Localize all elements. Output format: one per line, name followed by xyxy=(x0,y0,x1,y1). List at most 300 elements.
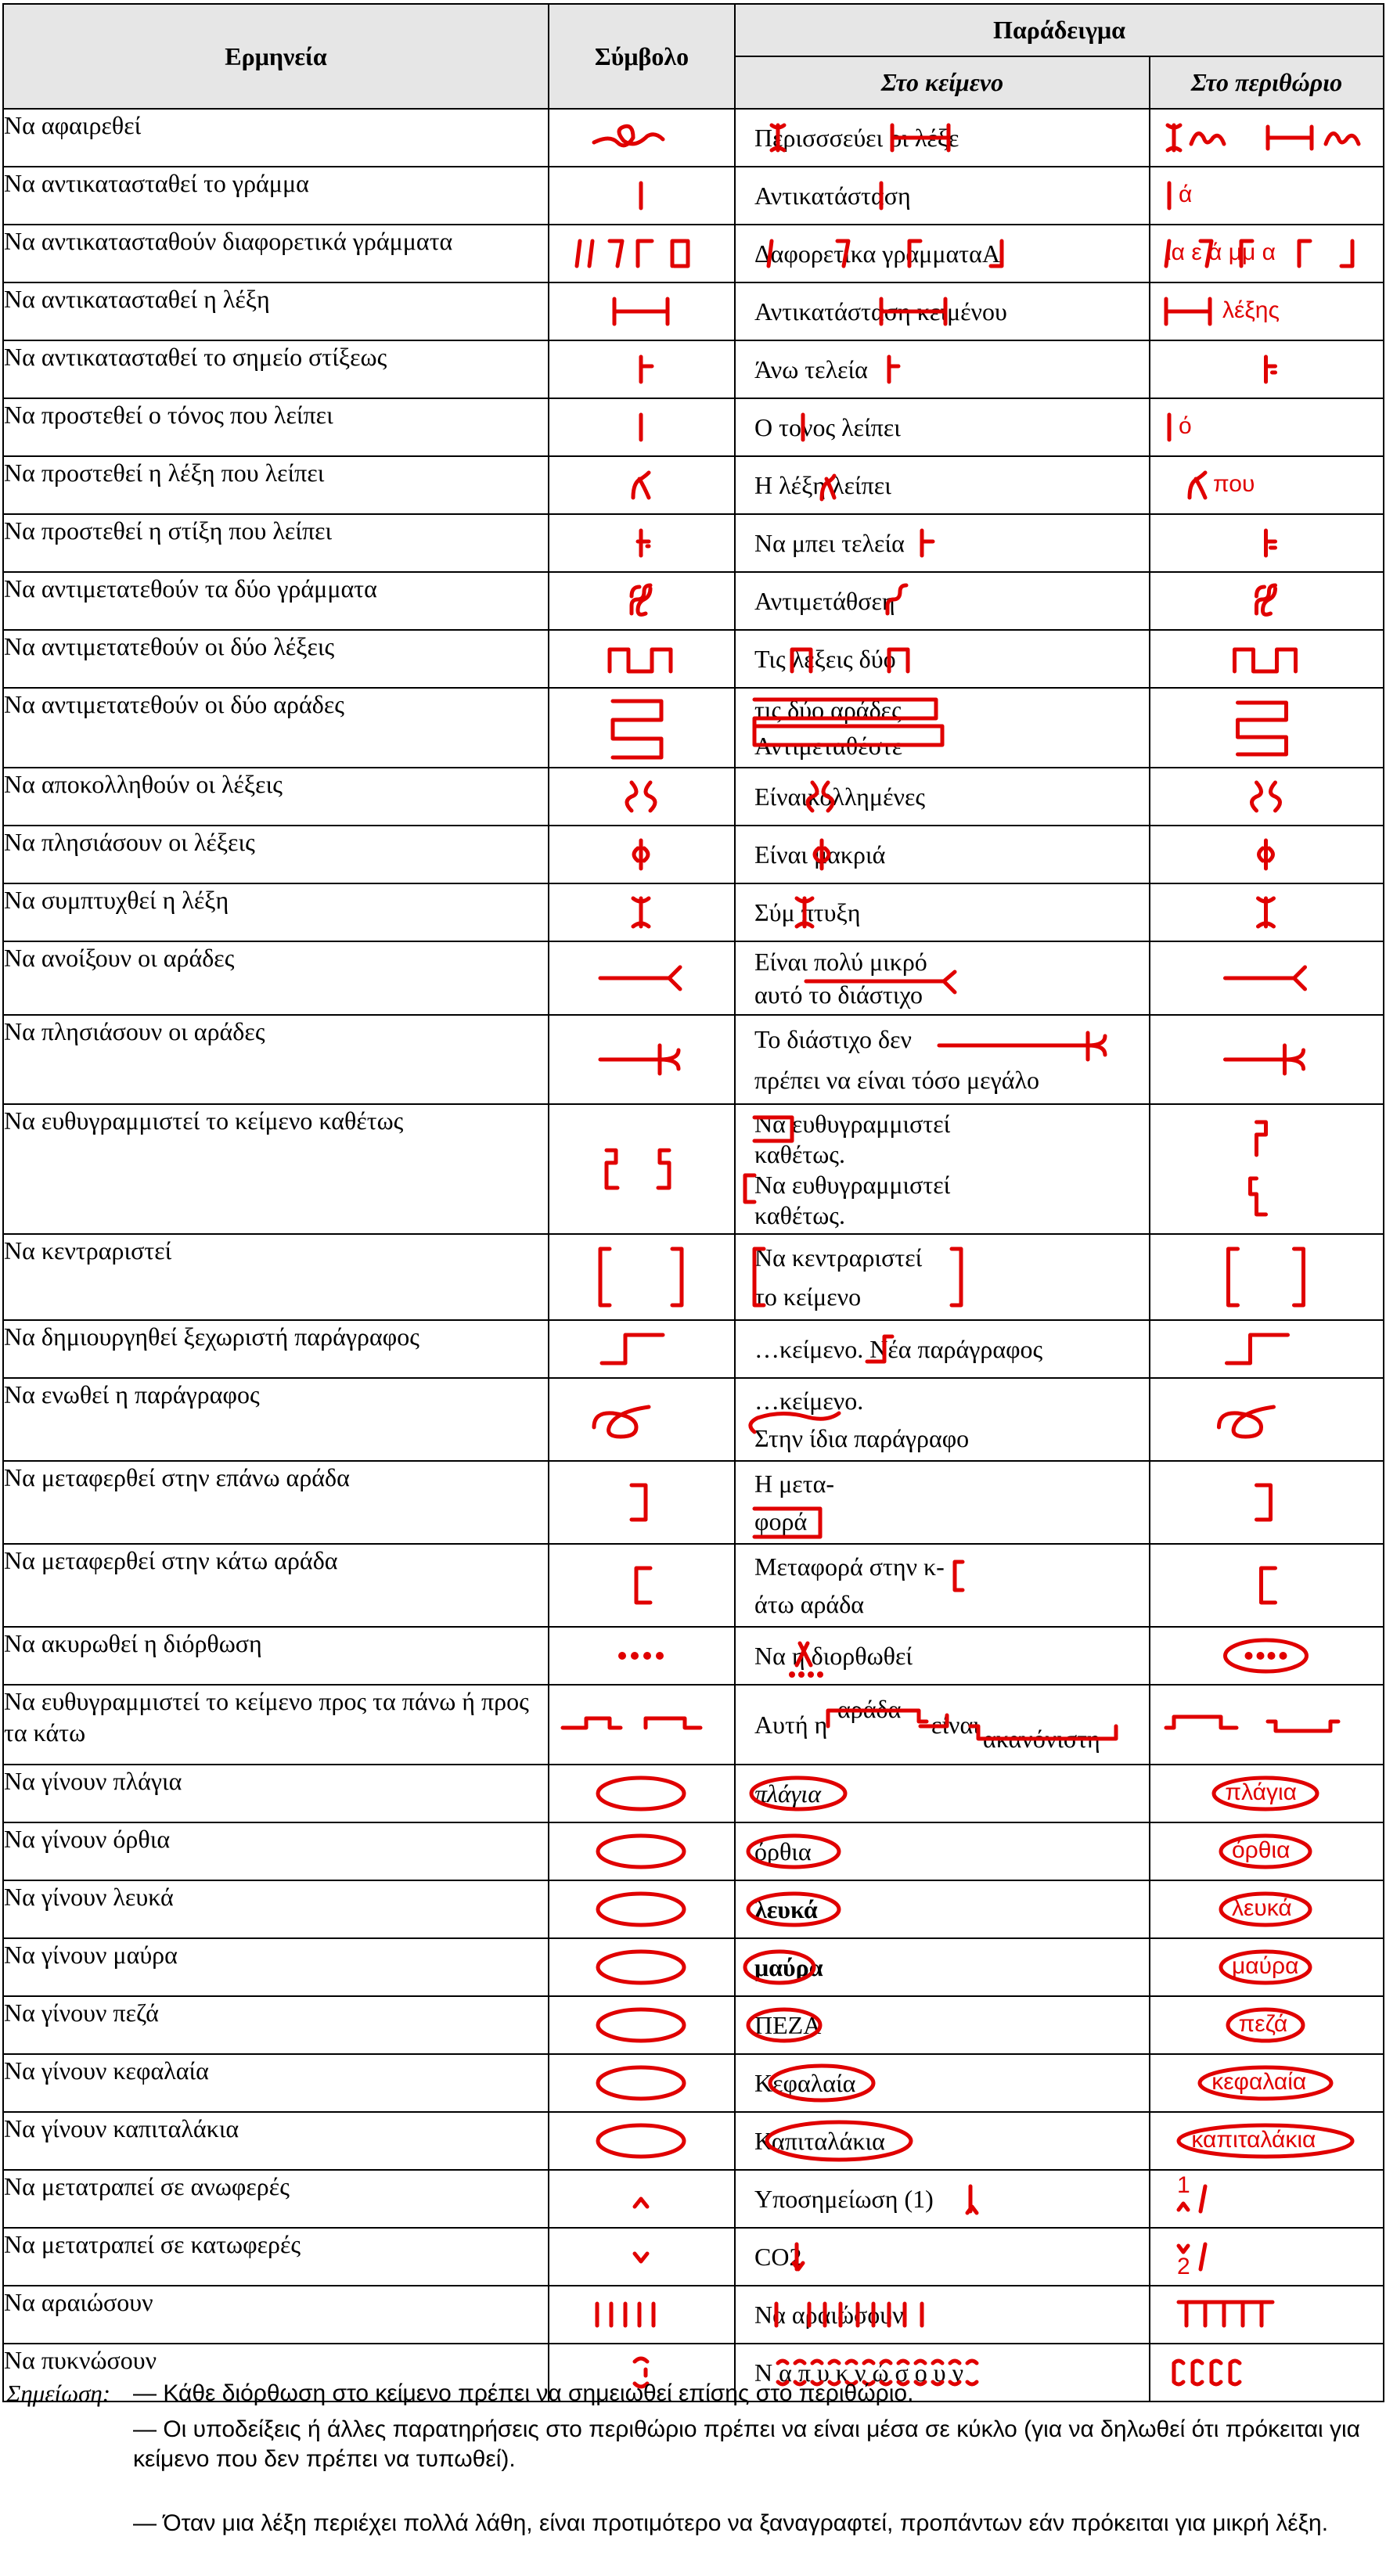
proof-symbol-mark xyxy=(549,1881,733,1937)
text-line: CO2 xyxy=(754,2243,802,2271)
text-correction-mark xyxy=(736,167,1147,224)
margin-example-cell xyxy=(1150,225,1384,282)
margin-correction-mark xyxy=(1150,1545,1381,1626)
text-example-cell xyxy=(735,1544,1150,1627)
margin-correction-mark xyxy=(1150,1686,1381,1764)
table-row xyxy=(3,1685,1384,1765)
margin-correction-mark xyxy=(1150,457,1381,513)
meaning-cell: Να προστεθεί η λέξη που λείπει xyxy=(3,456,549,514)
text-line: αυτό το διάστιχο xyxy=(754,980,923,1009)
margin-correction-mark xyxy=(1150,1462,1381,1543)
symbol-cell xyxy=(549,1320,735,1378)
proof-symbol-mark xyxy=(549,2055,733,2111)
proof-symbol-mark xyxy=(549,1379,733,1460)
symbol-cell xyxy=(549,2054,735,2112)
proof-symbol-mark xyxy=(549,167,733,224)
meaning-cell: Να δημιουργηθεί ξεχωριστή παράγραφος xyxy=(3,1320,549,1378)
margin-text: ά xyxy=(1179,182,1193,207)
symbol-cell xyxy=(549,1765,735,1822)
text-line: Άνω τελεία xyxy=(754,355,868,383)
margin-correction-mark xyxy=(1150,1628,1381,1684)
table-row xyxy=(3,2170,1384,2228)
margin-text: κεφαλαία xyxy=(1211,2069,1307,2095)
text-example-cell xyxy=(735,1234,1150,1320)
text-line: καθέτως. xyxy=(754,1200,845,1229)
text-line: Να κεντραριστεί xyxy=(754,1243,923,1272)
table-row xyxy=(3,109,1384,167)
text-line: ακανόνιστη xyxy=(983,1725,1100,1753)
table-row xyxy=(3,883,1384,941)
text-line: όρθια xyxy=(754,1837,812,1865)
symbol-cell xyxy=(549,2112,735,2170)
text-correction-mark xyxy=(736,768,1147,825)
text-correction-mark xyxy=(736,1235,1147,1319)
table-row xyxy=(3,768,1384,826)
text-line: Στην ίδια παράγραφο xyxy=(754,1424,970,1452)
text-correction-mark xyxy=(736,573,1147,629)
meaning-cell: Να αντικατασταθεί το σημείο στίξεως xyxy=(3,340,549,398)
proof-symbol-mark xyxy=(549,225,733,282)
text-example-cell xyxy=(735,688,1150,768)
text-line: Αντικατάσταση xyxy=(754,182,911,210)
margin-correction-mark xyxy=(1150,573,1381,629)
meaning-cell: Να γίνουν πεζά xyxy=(3,1996,549,2054)
symbol-cell xyxy=(549,1015,735,1104)
proof-symbol-mark xyxy=(549,1823,733,1880)
text-line: Το διάστιχο δεν xyxy=(754,1025,912,1053)
symbol-cell xyxy=(549,883,735,941)
text-line: Η λέξη λείπει xyxy=(754,471,891,499)
meaning-cell: Να γίνουν λευκά xyxy=(3,1880,549,1938)
margin-correction-mark xyxy=(1150,1016,1381,1103)
table-row xyxy=(3,1015,1384,1104)
margin-example-cell xyxy=(1150,398,1384,456)
meaning-cell: Να μεταφερθεί στην κάτω αράδα xyxy=(3,1544,549,1627)
table-row xyxy=(3,1880,1384,1938)
margin-correction-mark xyxy=(1150,341,1381,398)
text-correction-mark xyxy=(736,2055,1147,2111)
text-correction-mark xyxy=(736,2229,1147,2285)
text-line: Να μπει τελεία xyxy=(754,529,905,557)
table-row xyxy=(3,630,1384,688)
margin-example-cell xyxy=(1150,2286,1384,2344)
margin-text: όρθια xyxy=(1232,1837,1291,1863)
meaning-cell: Να μετατραπεί σε ανωφερές xyxy=(3,2170,549,2228)
text-line: είναι xyxy=(931,1711,980,1739)
text-example-cell xyxy=(735,630,1150,688)
proof-symbol-mark xyxy=(549,2113,733,2169)
margin-example-cell xyxy=(1150,572,1384,630)
text-line: Περισσσεύει οι λέξε xyxy=(754,124,959,152)
margin-example-cell xyxy=(1150,630,1384,688)
table-row xyxy=(3,2228,1384,2286)
meaning-cell: Να συμπτυχθεί η λέξη xyxy=(3,883,549,941)
proof-symbol-mark xyxy=(549,1939,733,1995)
margin-correction-mark xyxy=(1150,515,1381,571)
margin-example-cell xyxy=(1150,1320,1384,1378)
table-row xyxy=(3,1104,1384,1234)
text-example-cell xyxy=(735,1627,1150,1685)
text-correction-mark xyxy=(736,1105,1147,1233)
margin-example-cell xyxy=(1150,2112,1384,2170)
text-correction-mark xyxy=(736,515,1147,571)
margin-correction-mark xyxy=(1150,1321,1381,1377)
text-correction-mark xyxy=(736,2113,1147,2169)
symbol-cell xyxy=(549,941,735,1015)
symbol-cell xyxy=(549,1996,735,2054)
text-line: Αντιμετάθσεη xyxy=(754,587,895,615)
text-line: Τις λέξεις δύο xyxy=(754,645,896,673)
meaning-cell: Να κεντραριστεί xyxy=(3,1234,549,1320)
header-symbol: Σύμβολο xyxy=(549,4,735,109)
meaning-cell: Να πυκνώσουν xyxy=(3,2344,549,2402)
text-line: …κείμενο. Νέα παράγραφος xyxy=(754,1335,1043,1363)
proof-symbol-mark xyxy=(549,1105,733,1233)
text-line: Να ευθυγραμμιστεί xyxy=(754,1109,951,1138)
header-in-text: Στο κείμενο xyxy=(735,56,1150,109)
text-example-cell xyxy=(735,456,1150,514)
proofreading-table xyxy=(2,3,1384,2402)
text-line: Να ευθυγραμμιστεί xyxy=(754,1170,951,1199)
proof-symbol-mark xyxy=(549,1628,733,1684)
symbol-cell xyxy=(549,1461,735,1544)
text-line: Υποσημείωση (1) xyxy=(754,2185,934,2213)
header-in-margin: Στο περιθώριο xyxy=(1150,56,1384,109)
table-row xyxy=(3,1378,1384,1461)
proof-symbol-mark xyxy=(549,399,733,455)
table-row xyxy=(3,688,1384,768)
proof-symbol-mark xyxy=(549,515,733,571)
table-row xyxy=(3,826,1384,883)
text-line: φορά xyxy=(754,1507,808,1535)
text-line: Ο τονος λείπει xyxy=(754,413,901,441)
text-example-cell xyxy=(735,1765,1150,1822)
symbol-cell xyxy=(549,1104,735,1234)
margin-example-cell xyxy=(1150,883,1384,941)
meaning-cell: Να ακυρωθεί η διόρθωση xyxy=(3,1627,549,1685)
meaning-cell: Να αραιώσουν xyxy=(3,2286,549,2344)
meaning-cell: Να γίνουν μαύρα xyxy=(3,1938,549,1996)
proof-symbol-mark xyxy=(549,1997,733,2053)
proof-symbol-mark xyxy=(549,1235,733,1319)
text-example-cell xyxy=(735,167,1150,225)
margin-correction-mark xyxy=(1150,1235,1381,1319)
text-line: …κείμενο. xyxy=(754,1387,864,1415)
text-example-cell xyxy=(735,1461,1150,1544)
proof-symbol-mark xyxy=(549,2229,733,2285)
text-line: Είναικολλημένες xyxy=(754,783,926,811)
text-line: μαύρα xyxy=(754,1953,823,1981)
symbol-cell xyxy=(549,1822,735,1880)
margin-example-cell xyxy=(1150,1880,1384,1938)
text-correction-mark xyxy=(736,1939,1147,1995)
table-row xyxy=(3,1234,1384,1320)
proof-symbol-mark xyxy=(549,1321,733,1377)
proof-symbol-mark xyxy=(549,826,733,883)
text-correction-mark xyxy=(736,399,1147,455)
header-example: Παράδειγμα xyxy=(735,4,1384,56)
text-line: Αυτή η xyxy=(754,1711,828,1739)
text-line: Ν α π υ κ ν ώ σ ο υ ν xyxy=(754,2358,964,2387)
margin-example-cell xyxy=(1150,2228,1384,2286)
text-line: Αντικατάσταση κειμένου xyxy=(754,297,1007,326)
symbol-cell xyxy=(549,2228,735,2286)
text-correction-mark xyxy=(736,826,1147,883)
text-line: πρέπει να είναι τόσο μεγάλο xyxy=(754,1066,1040,1094)
text-example-cell xyxy=(735,2228,1150,2286)
text-example-cell xyxy=(735,1938,1150,1996)
margin-example-cell xyxy=(1150,514,1384,572)
text-example-cell xyxy=(735,514,1150,572)
text-line: πλάγια xyxy=(754,1779,821,1808)
margin-text: ια ε ά μμ α xyxy=(1166,239,1276,265)
meaning-cell: Να μετατραπεί σε κατωφερές xyxy=(3,2228,549,2286)
text-example-cell xyxy=(735,1378,1150,1461)
margin-text: λευκά xyxy=(1232,1895,1292,1921)
text-correction-mark xyxy=(736,1628,1147,1684)
margin-example-cell xyxy=(1150,340,1384,398)
text-line: Να η διορθωθεί xyxy=(754,1642,913,1670)
margin-correction-mark xyxy=(1150,631,1381,687)
meaning-cell: Να γίνουν πλάγια xyxy=(3,1765,549,1822)
margin-example-cell xyxy=(1150,109,1384,167)
text-example-cell xyxy=(735,225,1150,282)
text-line: Είναι πολύ μικρό xyxy=(754,948,927,976)
table-row xyxy=(3,282,1384,340)
proof-symbol-mark xyxy=(549,1016,733,1103)
proof-symbol-mark xyxy=(549,1462,733,1543)
text-example-cell xyxy=(735,572,1150,630)
note-text: — Όταν μια λέξη περιέχει πολλά λάθη, είναι προτιμότερο να ξαναγραφτεί, προπάντων εάν πρόκειται για μικρή λέξη. xyxy=(133,2510,1329,2536)
margin-text: καπιταλάκια xyxy=(1191,2127,1316,2153)
text-example-cell xyxy=(735,1685,1150,1765)
symbol-cell xyxy=(549,688,735,768)
proof-symbol-mark xyxy=(549,884,733,941)
margin-text: 1 xyxy=(1177,2172,1190,2198)
margin-example-cell xyxy=(1150,1685,1384,1765)
text-example-cell xyxy=(735,2054,1150,2112)
margin-example-cell xyxy=(1150,1627,1384,1685)
meaning-cell: Να ευθυγραμμιστεί το κείμενο προς τα πάνω ή προς τα κάτω xyxy=(3,1685,549,1765)
text-line: αράδα xyxy=(837,1695,902,1723)
margin-example-cell xyxy=(1150,1015,1384,1104)
margin-correction-mark xyxy=(1150,689,1381,767)
margin-text: πλάγια xyxy=(1225,1779,1297,1805)
proof-symbol-mark xyxy=(549,1765,733,1822)
text-correction-mark xyxy=(736,2286,1147,2343)
text-example-cell xyxy=(735,398,1150,456)
text-example-cell xyxy=(735,282,1150,340)
text-line: Είναι μακριά xyxy=(754,840,886,869)
text-line: τις δύο αράδες xyxy=(754,696,902,724)
text-line: Αντιμεταθέστε xyxy=(754,732,903,760)
margin-correction-mark xyxy=(1150,942,1381,1014)
text-example-cell xyxy=(735,1104,1150,1234)
text-correction-mark xyxy=(736,1462,1147,1543)
text-example-cell xyxy=(735,1880,1150,1938)
margin-example-cell xyxy=(1150,1765,1384,1822)
proof-symbol-mark xyxy=(549,1545,733,1626)
proof-symbol-mark xyxy=(549,942,733,1014)
text-correction-mark xyxy=(736,1379,1147,1460)
text-correction-mark xyxy=(736,110,1147,166)
note-text: — Κάθε διόρθωση στο κείμενο πρέπει να σημειωθεί επίσης στο περιθώριο. xyxy=(133,2380,914,2406)
margin-text: λέξης xyxy=(1222,297,1280,323)
meaning-cell: Να πλησιάσουν οι αράδες xyxy=(3,1015,549,1104)
text-correction-mark xyxy=(736,942,1147,1014)
margin-example-cell xyxy=(1150,1104,1384,1234)
margin-example-cell xyxy=(1150,282,1384,340)
table-row xyxy=(3,167,1384,225)
text-correction-mark xyxy=(736,884,1147,941)
table-row xyxy=(3,340,1384,398)
text-line: καθέτως. xyxy=(754,1139,845,1168)
text-example-cell xyxy=(735,768,1150,826)
text-correction-mark xyxy=(736,1686,1147,1764)
text-line: λευκά xyxy=(754,1895,818,1923)
note-text: — Οι υποδείξεις ή άλλες παρατηρήσεις στο περιθώριο πρέπει να είναι μέσα σε κύκλο (για να δηλωθεί ότι πρόκειται για κείμενο που δεν πρέπει να τυπωθεί). xyxy=(133,2416,1360,2472)
table-row xyxy=(3,2286,1384,2344)
proof-symbol-mark xyxy=(549,2286,733,2343)
symbol-cell xyxy=(549,572,735,630)
text-correction-mark xyxy=(736,1545,1147,1626)
text-line: Δαφορετικα γραμματαΑ xyxy=(754,239,1000,268)
proof-symbol-mark xyxy=(549,457,733,513)
symbol-cell xyxy=(549,1880,735,1938)
meaning-cell: Να γίνουν όρθια xyxy=(3,1822,549,1880)
text-line: άτω αράδα xyxy=(754,1590,865,1618)
margin-example-cell xyxy=(1150,1996,1384,2054)
symbol-cell xyxy=(549,514,735,572)
text-example-cell xyxy=(735,109,1150,167)
text-example-cell xyxy=(735,826,1150,883)
symbol-cell xyxy=(549,1627,735,1685)
proof-symbol-mark xyxy=(549,2171,733,2227)
meaning-cell: Να αποκολληθούν οι λέξεις xyxy=(3,768,549,826)
text-example-cell xyxy=(735,340,1150,398)
proof-symbol-mark xyxy=(549,768,733,825)
meaning-cell: Να προστεθεί ο τόνος που λείπει xyxy=(3,398,549,456)
text-correction-mark xyxy=(736,1016,1147,1103)
margin-example-cell xyxy=(1150,1234,1384,1320)
table-row xyxy=(3,572,1384,630)
margin-correction-mark xyxy=(1150,1105,1381,1233)
text-line: ΠΕΖΑ xyxy=(754,2011,822,2039)
symbol-cell xyxy=(549,340,735,398)
margin-example-cell xyxy=(1150,1378,1384,1461)
meaning-cell: Να αντιμετατεθούν τα δύο γράμματα xyxy=(3,572,549,630)
header-meaning: Ερμηνεία xyxy=(3,4,549,109)
text-example-cell xyxy=(735,1320,1150,1378)
table-row xyxy=(3,1938,1384,1996)
text-line: Να αραιώσουν xyxy=(754,2301,904,2329)
margin-example-cell xyxy=(1150,1938,1384,1996)
margin-example-cell xyxy=(1150,1822,1384,1880)
margin-example-cell xyxy=(1150,2170,1384,2228)
meaning-cell: Να γίνουν κεφαλαία xyxy=(3,2054,549,2112)
text-example-cell xyxy=(735,1822,1150,1880)
margin-example-cell xyxy=(1150,167,1384,225)
note-label: Σημείωση: xyxy=(6,2380,111,2407)
margin-correction-mark xyxy=(1150,826,1381,883)
symbol-cell xyxy=(549,398,735,456)
meaning-cell: Να ανοίξουν οι αράδες xyxy=(3,941,549,1015)
meaning-cell: Να πλησιάσουν οι λέξεις xyxy=(3,826,549,883)
table-row xyxy=(3,398,1384,456)
meaning-cell: Να προστεθεί η στίξη που λείπει xyxy=(3,514,549,572)
symbol-cell xyxy=(549,1544,735,1627)
text-line: Κεφαλαία xyxy=(754,2069,856,2097)
margin-correction-mark xyxy=(1150,1379,1381,1460)
meaning-cell: Να ενωθεί η παράγραφος xyxy=(3,1378,549,1461)
text-correction-mark xyxy=(736,341,1147,398)
margin-correction-mark xyxy=(1150,2286,1381,2343)
meaning-cell: Να μεταφερθεί στην επάνω αράδα xyxy=(3,1461,549,1544)
text-correction-mark xyxy=(736,1997,1147,2053)
text-example-cell xyxy=(735,1015,1150,1104)
margin-example-cell xyxy=(1150,1544,1384,1627)
margin-example-cell xyxy=(1150,456,1384,514)
table-row xyxy=(3,514,1384,572)
text-example-cell xyxy=(735,1996,1150,2054)
proof-symbol-mark xyxy=(549,631,733,687)
symbol-cell xyxy=(549,282,735,340)
meaning-cell: Να αφαιρεθεί xyxy=(3,109,549,167)
meaning-cell: Να αντικατασταθεί η λέξη xyxy=(3,282,549,340)
margin-example-cell xyxy=(1150,941,1384,1015)
text-correction-mark xyxy=(736,1765,1147,1822)
text-line: Μεταφορά στην κ- xyxy=(754,1552,945,1581)
meaning-cell: Να ευθυγραμμιστεί το κείμενο καθέτως xyxy=(3,1104,549,1234)
symbol-cell xyxy=(549,109,735,167)
text-correction-mark xyxy=(736,457,1147,513)
meaning-cell: Να αντικατασταθεί το γράμμα xyxy=(3,167,549,225)
margin-text: πεζά xyxy=(1238,2011,1288,2037)
text-example-cell xyxy=(735,941,1150,1015)
symbol-cell xyxy=(549,1685,735,1765)
table-row xyxy=(3,1765,1384,1822)
margin-example-cell xyxy=(1150,1461,1384,1544)
symbol-cell xyxy=(549,1234,735,1320)
table-row xyxy=(3,225,1384,282)
table-row xyxy=(3,941,1384,1015)
text-correction-mark xyxy=(736,2171,1147,2227)
margin-example-cell xyxy=(1150,688,1384,768)
symbol-cell xyxy=(549,826,735,883)
margin-text: μαύρα xyxy=(1232,1953,1299,1979)
symbol-cell xyxy=(549,2170,735,2228)
text-correction-mark xyxy=(736,1823,1147,1880)
table-row xyxy=(3,1461,1384,1544)
text-example-cell xyxy=(735,2112,1150,2170)
margin-correction-mark xyxy=(1150,884,1381,941)
proof-symbol-mark xyxy=(549,283,733,340)
symbol-cell xyxy=(549,630,735,688)
text-line: Καπιταλάκια xyxy=(754,2127,885,2155)
margin-example-cell xyxy=(1150,2054,1384,2112)
text-example-cell xyxy=(735,2170,1150,2228)
text-example-cell xyxy=(735,2286,1150,2344)
table-row xyxy=(3,1544,1384,1627)
text-line: Η μετα- xyxy=(754,1470,834,1498)
table-row xyxy=(3,1320,1384,1378)
margin-correction-mark xyxy=(1150,110,1381,166)
proof-symbol-mark xyxy=(549,1686,733,1764)
meaning-cell: Να αντιμετατεθούν οι δύο αράδες xyxy=(3,688,549,768)
margin-text: 2 xyxy=(1177,2254,1190,2279)
proof-symbol-mark xyxy=(549,689,733,767)
margin-correction-mark xyxy=(1150,768,1381,825)
